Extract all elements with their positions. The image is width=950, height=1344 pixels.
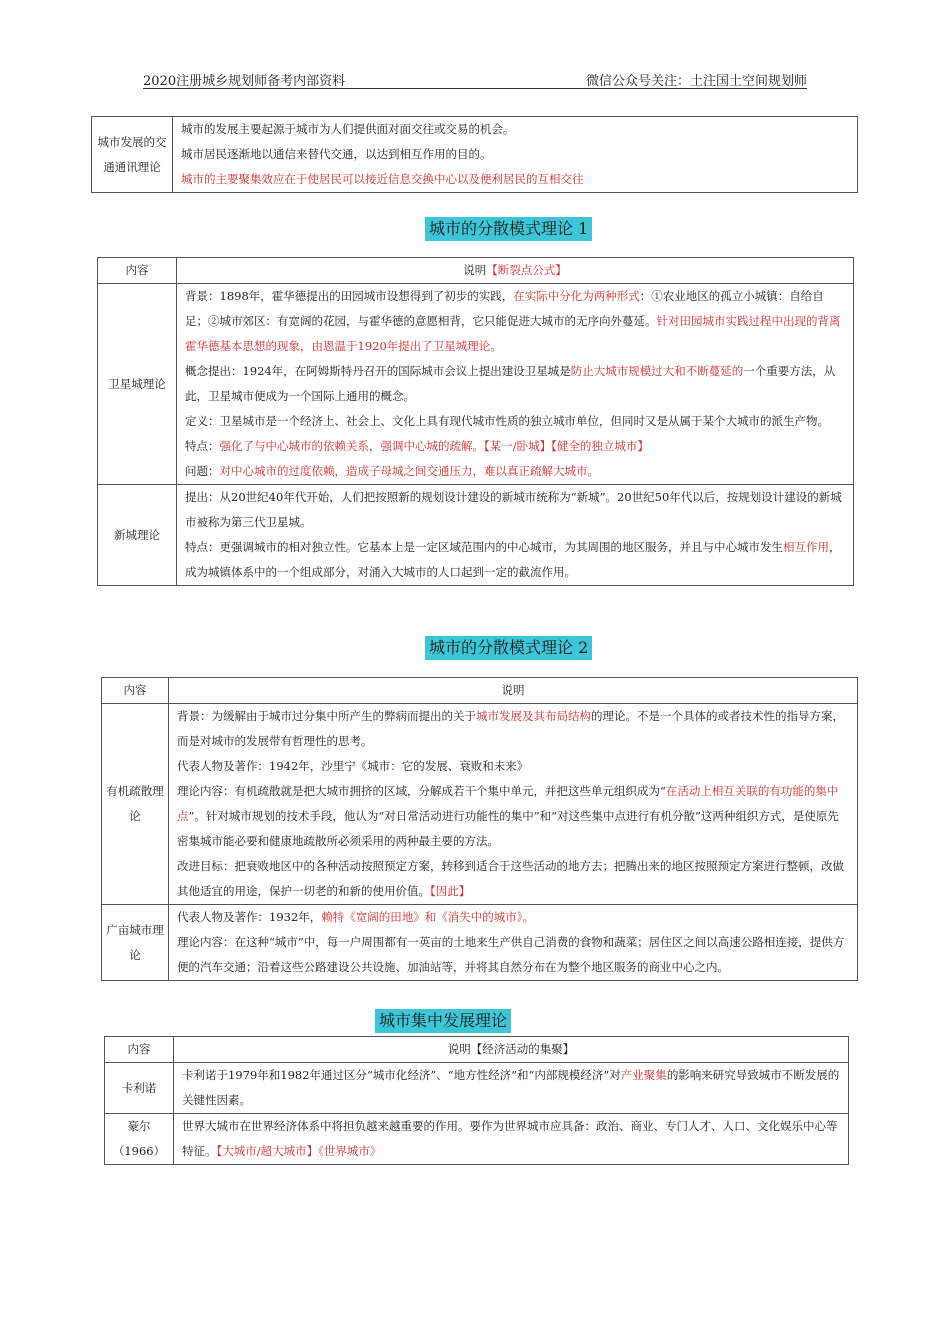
comm-line-2: 城市居民逐渐地以通信来替代交通，以达到相互作用的目的。 [181, 147, 492, 161]
new-town-label: 新城理论 [98, 485, 177, 586]
satellite-problems: 问题：对中心城市的过度依赖，造成子母城之间交通压力，难以真正疏解大城市。 [185, 464, 599, 478]
header-left: 2020注册城乡规划师备考内部资料 [143, 74, 346, 89]
section1-col-desc-tag: 【断裂点公式】 [486, 263, 567, 277]
new-town-features: 特点：更强调城市的相对独立性。它基本上是一定区域范围内的中心城市，为其周围的地区服务，并且与中心城市发生相互作用，成为城镇体系中的一个组成部分，对涌入大城市的人口起到一定的截流作用。 [185, 540, 841, 579]
organic-goal: 改进目标：把衰败地区中的各种活动按照预定方案，转移到适合于这些活动的地方去；把腾出来的地区按照预定方案进行整顿，改做其他适宜的用途，保护一切老的和新的使用价值。【因此】 [177, 859, 844, 898]
broadacre-desc [169, 905, 858, 981]
section1-col-desc [177, 258, 854, 284]
section3-table [104, 1036, 849, 1165]
page-header [143, 70, 807, 89]
broadacre-author: 代表人物及著作：1932年，赖特《宽阔的田地》和《消失中的城市》。 [177, 910, 535, 924]
section2-col-desc: 说明 [169, 678, 858, 704]
new-town-desc [177, 485, 854, 586]
section3-col-desc: 说明【经济活动的集聚】 [174, 1037, 849, 1063]
header-right: 微信公众号关注：土注国土空间规划师 [585, 74, 807, 89]
section2-col-content: 内容 [102, 678, 169, 704]
satellite-concept: 概念提出：1924年，在阿姆斯特丹召开的国际城市会议上提出建设卫星城是防止大城市规模过大和不断蔓延的一个重要方法，从此，卫星城市便成为一个国际上通用的概念。 [185, 364, 836, 403]
hall-desc: 世界大城市在世界经济体系中将担负越来越重要的作用。要作为世界城市应具备：政治、商业、专门人才、人口、文化娱乐中心等特征。【大城市/超大城市】《世界城市》 [174, 1114, 849, 1165]
satellite-background: 背景：1898年，霍华德提出的田园城市设想得到了初步的实践，在实际中分化为两种形式：①农业地区的孤立小城镇：自给自足；②城市郊区：有宽阔的花园，与霍华德的意愿相背，它只能促进大城市的无序向外蔓延。针对田园城市实践过程中出现的背离霍华德基本思想的现象，由恩温于1920年提出了卫星城理论。 [185, 289, 841, 353]
organic-background: 背景：为缓解由于城市过分集中所产生的弊病而提出的关于城市发展及其布局结构的理论。不是一个具体的或者技术性的指导方案，而是对城市的发展带有哲理性的思考。 [177, 709, 844, 748]
section2-title: 城市的分散模式理论 2 [425, 636, 592, 660]
section1-col-desc-prefix: 说明 [463, 263, 487, 277]
section3-col-content: 内容 [105, 1037, 174, 1063]
organic-decentralization-desc [169, 704, 858, 905]
comm-theory-label: 城市发展的交通通讯理论 [92, 117, 173, 193]
comm-line-3: 城市的主要聚集效应在于使居民可以接近信息交换中心以及便利居民的互相交往 [181, 172, 584, 186]
new-town-origin: 提出：从20世纪40年代开始，人们把按照新的规划设计建设的新城市统称为“新城”。20世纪50年代以后，按规划设计建设的新城市被称为第三代卫星城。 [185, 490, 842, 529]
section2-table [101, 677, 858, 981]
section3-title: 城市集中发展理论 [375, 1009, 511, 1033]
organic-author: 代表人物及著作：1942年，沙里宁《城市：它的发展、衰败和未来》 [177, 759, 529, 773]
hall-label: 豪尔（1966） [105, 1114, 174, 1165]
organic-content: 理论内容：有机疏散就是把大城市拥挤的区域，分解成若干个集中单元，并把这些单元组织成为“在活动上相互关联的有功能的集中点”。针对城市规划的技术手段，他认为“对日常活动进行功能性的集中”和“对这些集中点进行有机分散”这两种组织方式，是使原先密集城市能必要和健康地疏散所必须采用的两种最主要的方法。 [177, 784, 839, 848]
section1-title: 城市的分散模式理论 1 [425, 217, 592, 241]
carlino-label: 卡利诺 [105, 1063, 174, 1114]
carlino-desc: 卡利诺于1979年和1982年通过区分“城市化经济”、“地方性经济”和“内部规模经济”对产业聚集的影响来研究导致城市不断发展的关键性因素。 [174, 1063, 849, 1114]
comm-theory-desc [173, 117, 858, 193]
section1-table [97, 257, 854, 586]
comm-line-1: 城市的发展主要起源于城市为人们提供面对面交往或交易的机会。 [181, 122, 515, 136]
satellite-city-label: 卫星城理论 [98, 284, 177, 485]
broadacre-label: 广亩城市理论 [102, 905, 169, 981]
comm-theory-table [91, 116, 858, 193]
section1-col-content: 内容 [98, 258, 177, 284]
satellite-definition: 定义：卫星城市是一个经济上、社会上、文化上具有现代城市性质的独立城市单位，但同时又是从属于某个大城市的派生产物。 [185, 414, 829, 428]
satellite-city-desc [177, 284, 854, 485]
organic-decentralization-label: 有机疏散理论 [102, 704, 169, 905]
broadacre-content: 理论内容：在这种“城市”中，每一户周围都有一英亩的土地来生产供自己消费的食物和蔬菜；居住区之间以高速公路相连接，提供方便的汽车交通；沿着这些公路建设公共设施、加油站等，并将其自然分布在为整个地区服务的商业中心之内。 [177, 935, 845, 974]
satellite-features: 特点：强化了与中心城市的依赖关系，强调中心城的疏解。【某一/卧城】【健全的独立城市】 [185, 439, 649, 453]
